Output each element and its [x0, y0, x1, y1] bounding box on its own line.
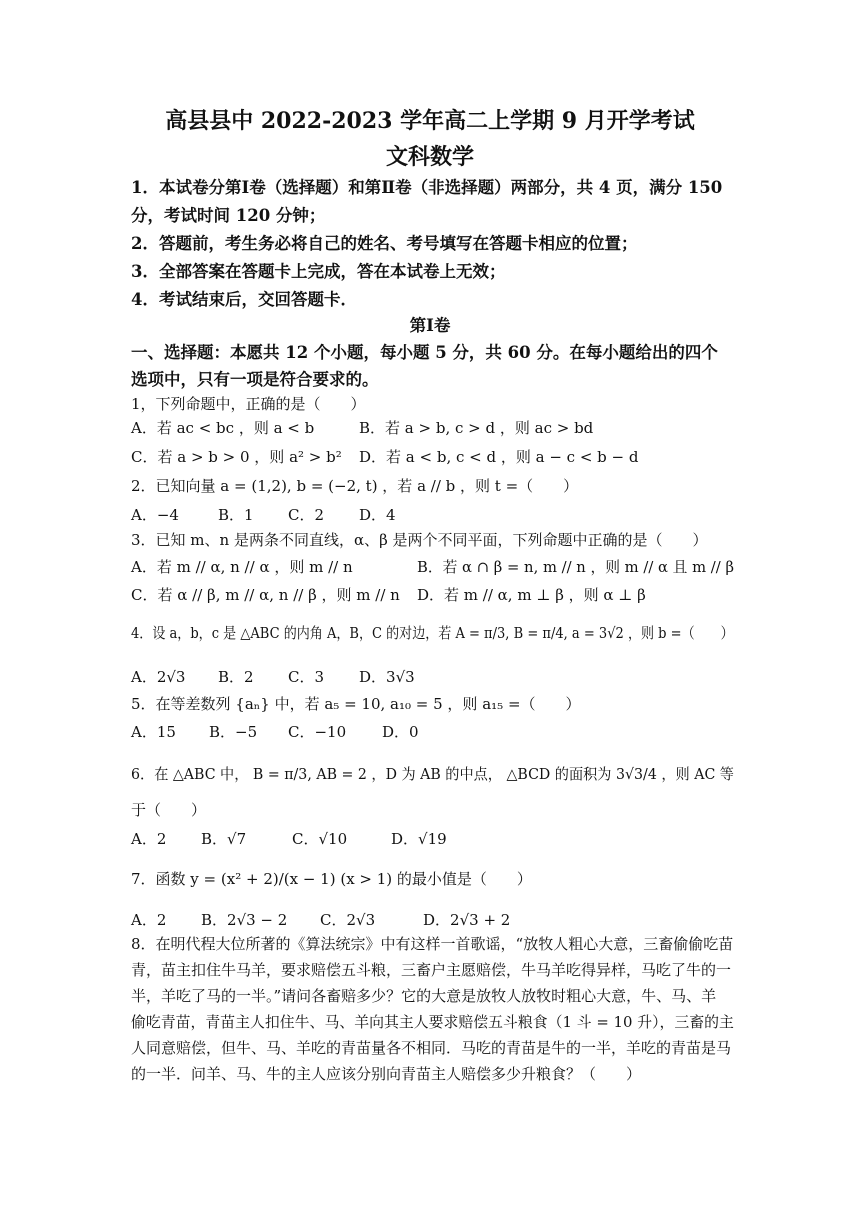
- question-text-line: 偷吃青苗，青苗主人扣住牛、马、羊向其主人要求赔偿五斗粮食（1 斗 = 10 升），三畜的主: [131, 1013, 734, 1031]
- option-d: D．若 m // α, m ⊥ β ，则 α ⊥ β: [417, 586, 646, 604]
- option-d: D．0: [382, 723, 419, 741]
- instruction-line: 2．答题前，考生务必将自己的姓名、考号填写在答题卡相应的位置；: [131, 234, 638, 253]
- option-b: B．若 a > b, c > d ，则 ac > bd: [359, 419, 594, 437]
- instruction-line: 1．本试卷分第Ⅰ卷（选择题）和第Ⅱ卷（非选择题）两部分，共 4 页，满分 150: [131, 178, 723, 197]
- option-d: D．2√3 + 2: [423, 911, 511, 929]
- section-heading: 一、选择题：本愿共 12 个小题，每小题 5 分，共 60 分。在每小题给出的四个: [131, 343, 718, 362]
- option-c: C．2: [288, 506, 325, 524]
- section-label: 第Ⅰ卷: [409, 316, 451, 335]
- question-text-line: 8．在明代程大位所著的《算法统宗》中有这样一首歌谣，“放牧人粗心大意，三畜偷偷吃苗: [131, 935, 734, 953]
- option-d: D．若 a < b, c < d ，则 a − c < b − d: [359, 448, 639, 466]
- option-b: B．√7: [201, 830, 247, 848]
- question-stem: 4．设 a，b，c 是 △ABC 的内角 A，B，C 的对边，若 A = π/3, B = π/4, a = 3√2 ，则 b =（ ）: [131, 624, 734, 642]
- option-c: C．若 a > b > 0 ，则 a² > b²: [131, 448, 342, 466]
- instruction-line: 4．考试结束后，交回答题卡．: [131, 290, 357, 309]
- option-b: B．−5: [209, 723, 258, 741]
- option-c: C．若 α // β, m // α, n // β ，则 m // n: [131, 586, 400, 604]
- option-a: A．若 m // α, n // α ，则 m // n: [131, 558, 353, 576]
- question-text-line: 的一半．问羊、马、牛的主人应该分别向青苗主人赔偿多少升粮食？（ ）: [131, 1065, 642, 1083]
- option-a: A．2: [131, 830, 167, 848]
- option-b: B．2: [218, 668, 254, 686]
- option-c: C．2√3: [320, 911, 376, 929]
- question-stem: 5．在等差数列 {aₙ} 中，若 a₅ = 10, a₁₀ = 5 ，则 a₁₅ =（ ）: [131, 695, 581, 713]
- question-text-line: 半，羊吃了马的一半。”请问各畜赔多少？它的大意是放牧人放牧时粗心大意，牛、马、羊: [131, 987, 717, 1005]
- exam-title: 高县县中 2022-2023 学年高二上学期 9 月开学考试: [165, 108, 695, 134]
- exam-subtitle: 文科数学: [385, 144, 474, 170]
- option-d: D．3√3: [359, 668, 415, 686]
- question-text-line: 青，苗主扣住牛马羊，要求赔偿五斗粮，三畜户主愿赔偿，牛马羊吃得异样，马吃了牛的一: [131, 961, 732, 979]
- section-heading: 选项中，只有一项是符合要求的。: [131, 370, 379, 389]
- option-a: A．2√3: [131, 668, 186, 686]
- option-a: A．2: [131, 911, 167, 929]
- option-a: A．若 ac < bc ，则 a < b: [131, 419, 315, 437]
- option-d: D．4: [359, 506, 396, 524]
- option-d: D．√19: [391, 830, 447, 848]
- option-b: B．2√3 − 2: [201, 911, 288, 929]
- question-stem: 3．已知 m、n 是两条不同直线，α、β 是两个不同平面，下列命题中正确的是（ ）: [131, 531, 708, 549]
- question-stem: 1，下列命题中，正确的是（ ）: [131, 395, 366, 413]
- option-b: B．1: [218, 506, 254, 524]
- option-b: B．若 α ∩ β = n, m // n ，则 m // α 且 m // β: [417, 558, 734, 576]
- question-stem: 2．已知向量 a = (1,2), b = (−2, t) ，若 a // b ，则 t =（ ）: [131, 477, 579, 495]
- instruction-line: 分，考试时间 120 分钟；: [131, 206, 326, 225]
- option-c: C．3: [288, 668, 325, 686]
- question-text-line: 人同意赔偿，但牛、马、羊吃的青苗量各不相同．马吃的青苗是牛的一半，羊吃的青苗是马: [131, 1039, 732, 1057]
- option-a: A．15: [131, 723, 176, 741]
- instruction-line: 3．全部答案在答题卡上完成，答在本试卷上无效；: [131, 262, 506, 281]
- question-stem: 7．函数 y = (x² + 2)/(x − 1) (x > 1) 的最小值是（ ）: [131, 870, 532, 888]
- option-c: C．√10: [292, 830, 348, 848]
- option-a: A．−4: [131, 506, 179, 524]
- option-c: C．−10: [288, 723, 347, 741]
- question-stem-cont: 于（ ）: [131, 801, 207, 819]
- question-stem: 6．在 △ABC 中， B = π/3, AB = 2 ，D 为 AB 的中点， △BCD 的面积为 3√3/4 ，则 AC 等: [131, 765, 734, 783]
